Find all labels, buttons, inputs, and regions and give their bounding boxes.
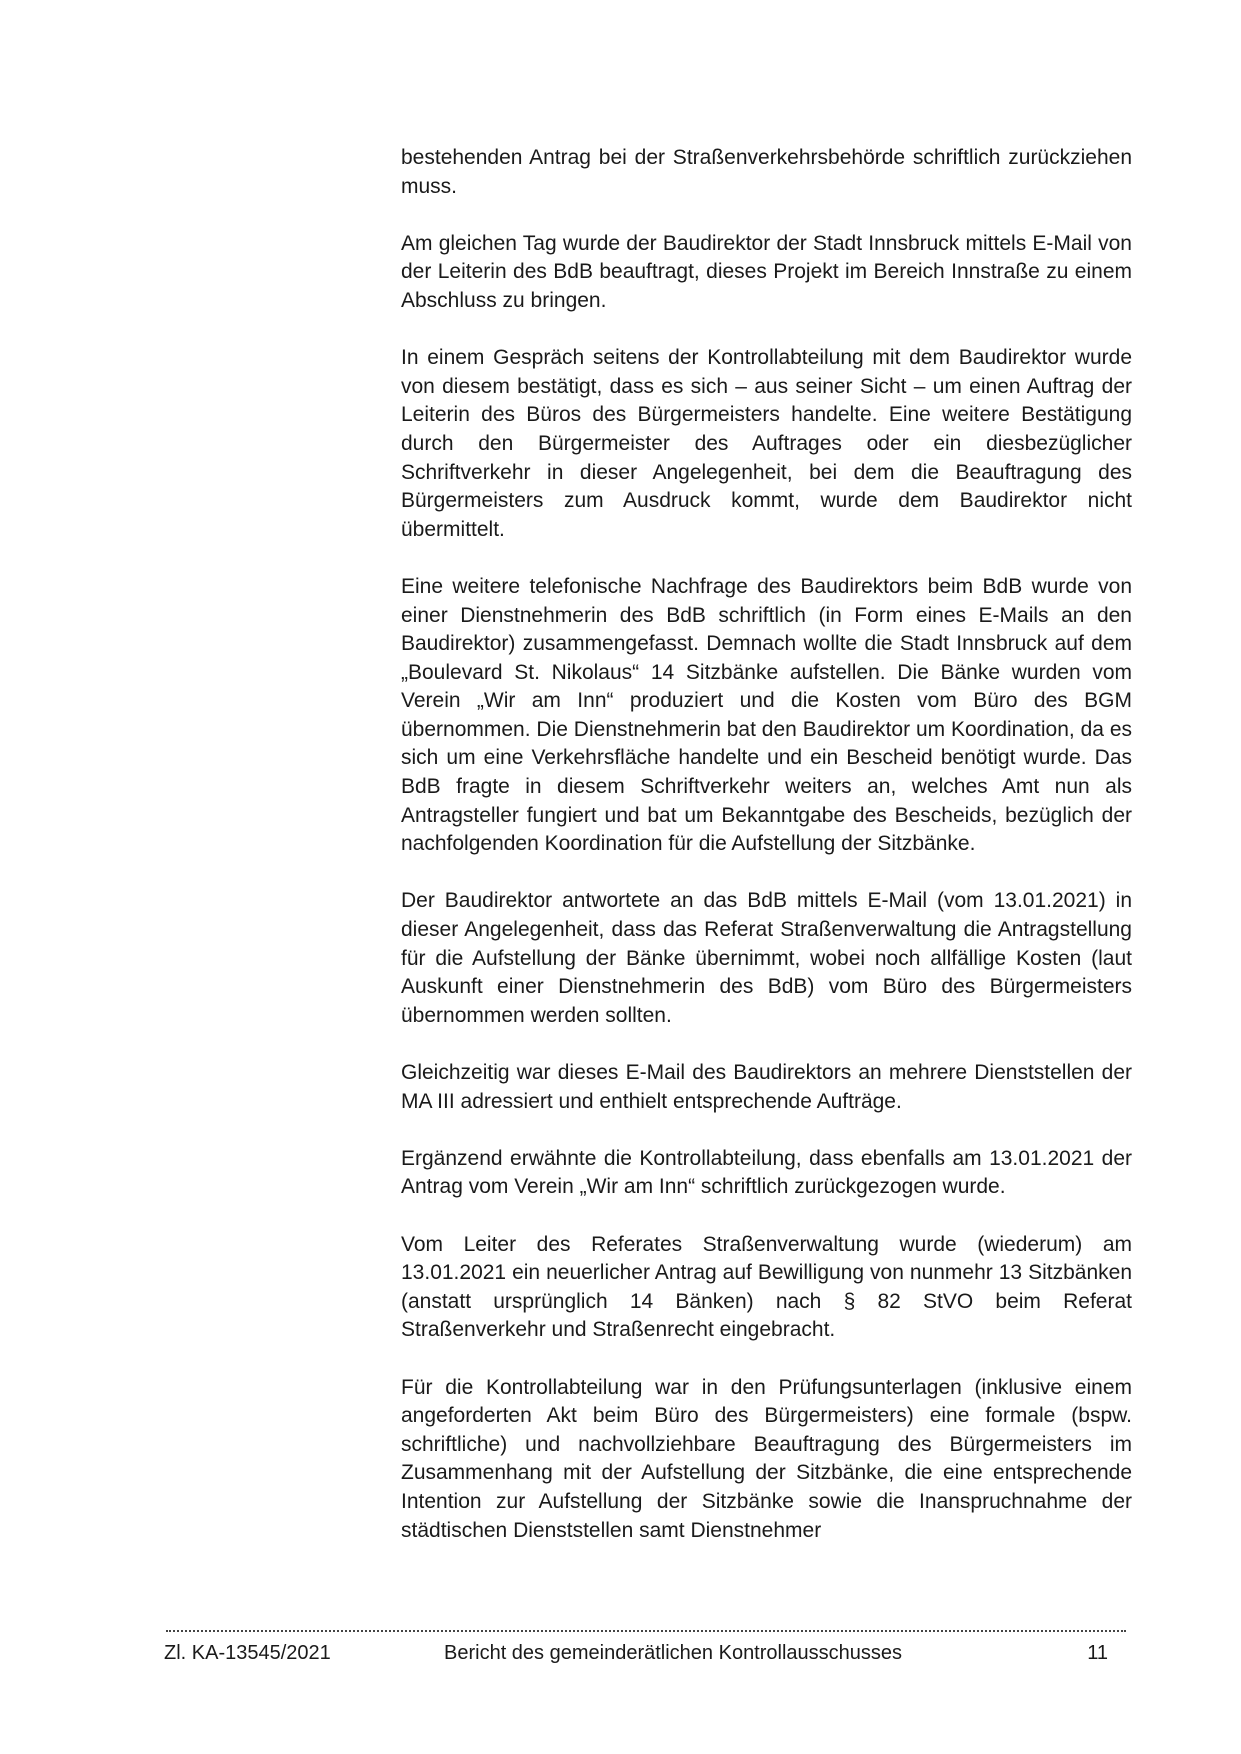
paragraph: Der Baudirektor antwortete an das BdB mittels E-Mail (vom 13.01.2021) in dieser Angelegenheit, dass das Referat Straßenverwaltung die Antragstellung für die Aufstellung der Bänke übernimmt, wobei noch allfällige Kosten (laut Auskunft einer Dienstnehmerin des BdB) vom Büro des Bürgermeisters übernommen werden sollten. — [401, 889, 1132, 1027]
paragraph: In einem Gespräch seitens der Kontrollabteilung mit dem Baudirektor wurde von diesem bestätigt, dass es sich – aus seiner Sicht – um einen Auftrag der Leiterin des Büros des Bürgermeisters handelte. Eine weitere Bestätigung durch den Bürgermeister des Auftrages oder ein diesbezüglicher Schriftverkehr in dieser Angelegenheit, bei dem die Beauftragung des Bürgermeisters zum Ausdruck kommt, wurde dem Baudirektor nicht übermittelt. — [401, 346, 1132, 541]
body-text — [401, 144, 1132, 1574]
footer-divider — [166, 1630, 1126, 1632]
paragraph: Vom Leiter des Referates Straßenverwaltung wurde (wiederum) am 13.01.2021 ein neuerlicher Antrag auf Bewilligung von nunmehr 13 Sitzbänken (anstatt ursprünglich 14 Bänken) nach § 82 StVO beim Referat Straßenverkehr und Straßenrecht eingebracht. — [401, 1232, 1132, 1342]
paragraph: Eine weitere telefonische Nachfrage des Baudirektors beim BdB wurde von einer Dienstnehmerin des BdB schriftlich (in Form eines E-Mails an den Baudirektor) zusammengefasst. Demnach wollte die Stadt Innsbruck auf dem „Boulevard St. Nikolaus“ 14 Sitzbänke aufstellen. Die Bänke wurden vom Verein „Wir am Inn“ produziert und die Kosten vom Büro des BGM übernommen. Die Dienstnehmerin bat den Baudirektor um Koordination, da es sich um eine Verkehrsfläche handelte und ein Bescheid benötigt wurde. Das BdB fragte in diesem Schriftverkehr weiters an, welches Amt nun als Antragsteller fungiert und bat um Bekanntgabe des Bescheids, bezüglich der nachfolgenden Koordination für die Aufstellung der Sitzbänke. — [401, 574, 1132, 856]
page-footer — [164, 1640, 1128, 1670]
paragraph: Ergänzend erwähnte die Kontrollabteilung, dass ebenfalls am 13.01.2021 der Antrag vom Verein „Wir am Inn“ schriftlich zurückgezogen wurde. — [401, 1146, 1132, 1199]
paragraph: Gleichzeitig war dieses E-Mail des Baudirektors an mehrere Dienststellen der MA III adressiert und enthielt entsprechende Aufträge. — [401, 1061, 1132, 1113]
page-number: 11 — [1087, 1642, 1108, 1664]
paragraph: Am gleichen Tag wurde der Baudirektor der Stadt Innsbruck mittels E-Mail von der Leiterin des BdB beauftragt, dieses Projekt im Bereich Innstraße zu einem Abschluss zu bringen. — [401, 231, 1132, 312]
footer-reference: Zl. KA-13545/2021 — [164, 1642, 331, 1664]
paragraph: bestehenden Antrag bei der Straßenverkehrsbehörde schriftlich zurückziehen muss. — [401, 146, 1132, 198]
paragraph: Für die Kontrollabteilung war in den Prüfungsunterlagen (inklusive einem angeforderten Akt beim Büro des Bürgermeisters) eine formale (bspw. schriftliche) und nachvollziehbare Beauftragung des Bürgermeisters im Zusammenhang mit der Aufstellung der Sitzbänke, die eine entsprechende Intention zur Aufstellung der Sitzbänke sowie die Inanspruchnahme der städtischen Dienststellen samt Dienstnehmer — [401, 1375, 1132, 1542]
footer-title: Bericht des gemeinderätlichen Kontrollausschusses — [444, 1642, 903, 1664]
